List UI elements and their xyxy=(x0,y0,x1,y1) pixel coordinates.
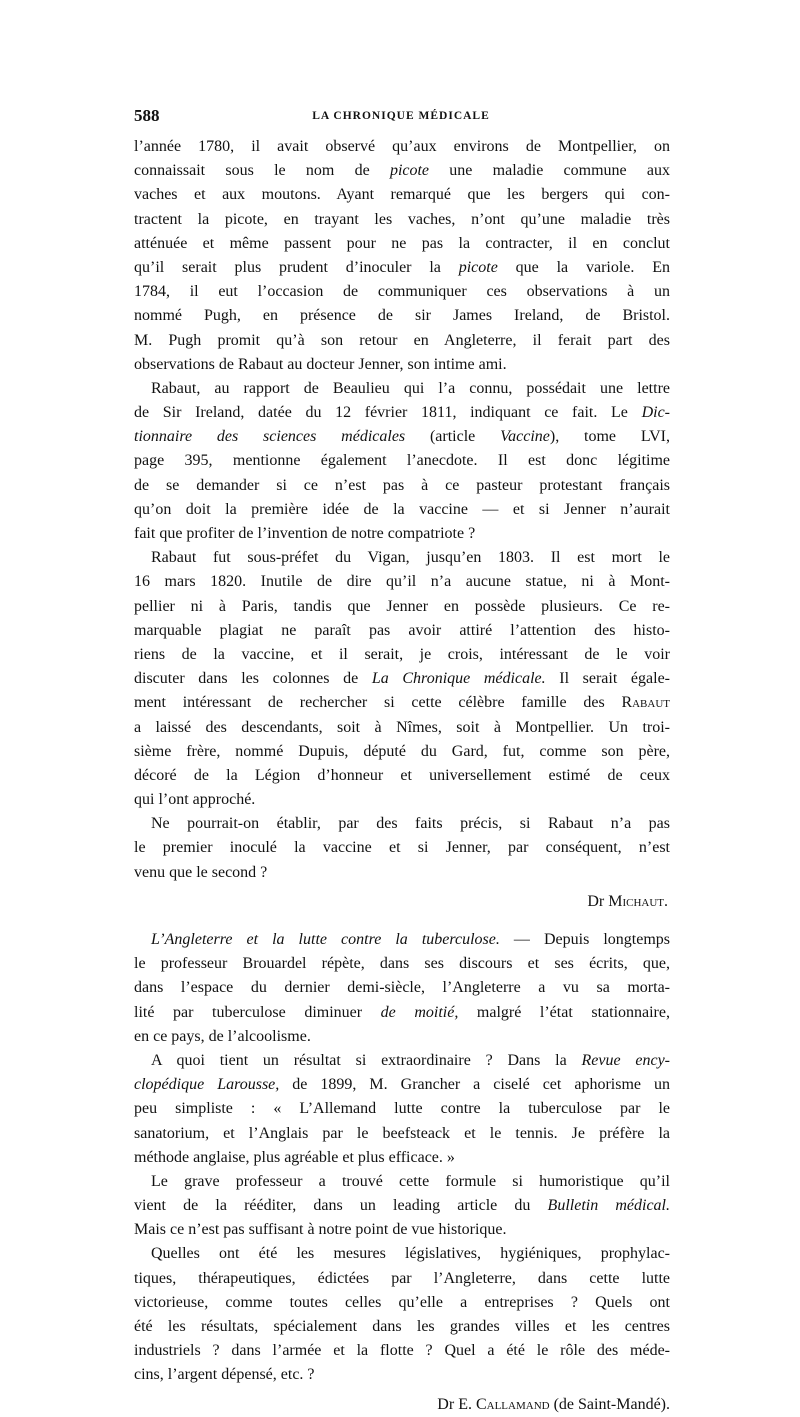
text-line: page 395, mentionne également l’anecdote. Il est donc légitime xyxy=(134,452,670,470)
italic-term: Vaccine xyxy=(500,428,550,446)
text-line: a laissé des descendants, soit à Nîmes, soit à Montpellier. Un troi- xyxy=(134,718,670,736)
section-gap xyxy=(134,914,670,928)
text-line: fait que profiter de l’invention de notre compatriote ? xyxy=(134,525,476,542)
text-line: 1784, il eut l’occasion de communiquer ces observations à un xyxy=(134,283,670,301)
text-line: Rabaut fut sous-préfet du Vigan, jusqu’en 1803. Il est mort le xyxy=(151,549,670,567)
text-line: observations de Rabaut au docteur Jenner, son intime ami. xyxy=(134,355,507,373)
text-line: de se demander si ce n’est pas à ce pasteur protestant français xyxy=(134,476,670,494)
text-line: qu’on doit la première idée de la vaccine — et si Jenner n’aurait xyxy=(134,500,670,518)
italic-term: picote xyxy=(389,162,430,180)
text-line: 16 mars 1820. Inutile de dire qu’il n’a aucune statue, ni à Mont- xyxy=(134,573,670,591)
text-line: le professeur Brouardel répète, dans ses discours et ses écrits, que, xyxy=(134,955,670,973)
text-line: Rabaut, au rapport de Beaulieu qui l’a connu, possédait une lettre xyxy=(151,379,670,397)
text-line: cins, l’argent dépensé, etc. ? xyxy=(134,1366,315,1384)
text-line: Mais ce n’est pas suffisant à notre point de vue historique. xyxy=(134,1221,507,1239)
text-line: M. Pugh promit qu’à son retour en Angleterre, il ferait part des xyxy=(134,331,670,349)
small-caps-name: Rabaut xyxy=(621,694,670,712)
text-line: été les résultats, spécialement dans les grandes villes et les centres xyxy=(134,1318,670,1335)
italic-title: Revue ency- xyxy=(581,1051,670,1069)
text-line: tractent la picote, en trayant les vaches, n’ont qu’une maladie très xyxy=(134,210,670,228)
text-line: peu simpliste : « L’Allemand lutte contre la tuberculose par le xyxy=(134,1100,670,1118)
text-line: dans l’espace du dernier demi-siècle, l’Angleterre a vu sa morta- xyxy=(134,979,670,997)
text-line: A quoi tient un résultat si extraordinaire ? Dans la Revue ency- xyxy=(151,1051,670,1069)
italic-term: de moitié, xyxy=(380,1003,459,1021)
text-line: nommé Pugh, en présence de sir James Ireland, de Bristol. xyxy=(134,307,670,325)
text-line: venu que le second ? xyxy=(134,863,268,881)
text-line: de Sir Ireland, datée du 12 février 1811, indiquant ce fait. Le Dic- xyxy=(134,404,670,422)
text-line: atténuée et même passent pour ne pas la contracter, il en conclut xyxy=(134,234,670,252)
text-line: tionnaire des sciences médicales (article Vaccine), tome LVI, xyxy=(134,428,670,446)
text-line: en ce pays, de l’alcoolisme. xyxy=(134,1027,311,1045)
italic-title: La Chronique médicale. xyxy=(371,670,546,688)
text-line: décoré de la Légion d’honneur et universellement estimé de ceux xyxy=(134,766,670,784)
text-line: pellier ni à Paris, tandis que Jenner en possède plusieurs. Ce re- xyxy=(134,597,670,615)
text-line: riens de la vaccine, et il serait, je crois, intéressant de le voir xyxy=(134,645,670,663)
text-line: ment intéressant de rechercher si cette célèbre famille des Rabaut xyxy=(134,694,670,712)
text-line: connaissait sous le nom de picote une maladie commune aux xyxy=(134,162,670,180)
text-line: L’Angleterre et la lutte contre la tuberculose. — Depuis longtemps xyxy=(151,931,670,948)
text-line: clopédique Larousse, de 1899, M. Grancher a ciselé cet aphorisme un xyxy=(134,1076,670,1094)
italic-title: Bulletin médical. xyxy=(547,1197,670,1215)
page-number: 588 xyxy=(134,106,160,125)
text-line: qui l’ont approché. xyxy=(134,791,256,809)
text-line: Ne pourrait-on établir, par des faits précis, si Rabaut n’a pas xyxy=(151,815,670,833)
text-line: victorieuse, comme toutes celles qu’elle a entreprises ? Quels ont xyxy=(134,1293,670,1311)
text-line: marquable plagiat ne paraît pas avoir attiré l’attention des histo- xyxy=(134,621,670,639)
italic-term: Dic- xyxy=(641,404,670,422)
text-line: méthode anglaise, plus agréable et plus efficace. » xyxy=(134,1148,455,1166)
text-line: industriels ? dans l’armée et la flotte ? Quel a été le rôle des méde- xyxy=(134,1342,670,1360)
article-title: L’Angleterre et la lutte contre la tuberculose. xyxy=(151,931,500,948)
text-line: Quelles ont été les mesures législatives, hygiéniques, prophylac- xyxy=(151,1245,670,1263)
journal-title: LA CHRONIQUE MÉDICALE xyxy=(312,110,490,122)
text-line: vient de la rééditer, dans un leading article du Bulletin médical. xyxy=(134,1197,670,1215)
text-line: discuter dans les colonnes de La Chronique médicale. Il serait égale- xyxy=(134,670,670,688)
text-line: sanatorium, et l’Anglais par le beefsteack et le tennis. Je préfère la xyxy=(134,1124,670,1142)
text-line: tiques, thérapeutiques, édictées par l’Angleterre, dans cette lutte xyxy=(134,1269,670,1287)
text-line: le premier inoculé la vaccine et si Jenner, par conséquent, n’est xyxy=(134,839,670,857)
italic-title: clopédique Larousse, xyxy=(134,1076,280,1094)
italic-title: tionnaire des sciences médicales xyxy=(134,428,406,446)
text-line: sième frère, nommé Dupuis, député du Gard, fut, comme son père, xyxy=(134,742,670,760)
text-line: lité par tuberculose diminuer de moitié, malgré l’état stationnaire, xyxy=(134,1003,670,1021)
text-line: l’année 1780, il avait observé qu’aux environs de Montpellier, on xyxy=(134,138,670,155)
running-head xyxy=(134,106,668,130)
text-line: qu’il serait plus prudent d’inoculer la picote que la variole. En xyxy=(134,258,670,276)
italic-term: picote xyxy=(458,258,498,276)
author-signature: Dr E. Callamand (de Saint-Mandé). xyxy=(437,1395,670,1413)
text-line: Le grave professeur a trouvé cette formule si humoristique qu’il xyxy=(151,1172,670,1190)
author-signature: Dr Michaut. xyxy=(587,892,668,910)
text-line: vaches et aux moutons. Ayant remarqué que les bergers qui con- xyxy=(134,186,670,204)
article-body xyxy=(134,135,670,1417)
